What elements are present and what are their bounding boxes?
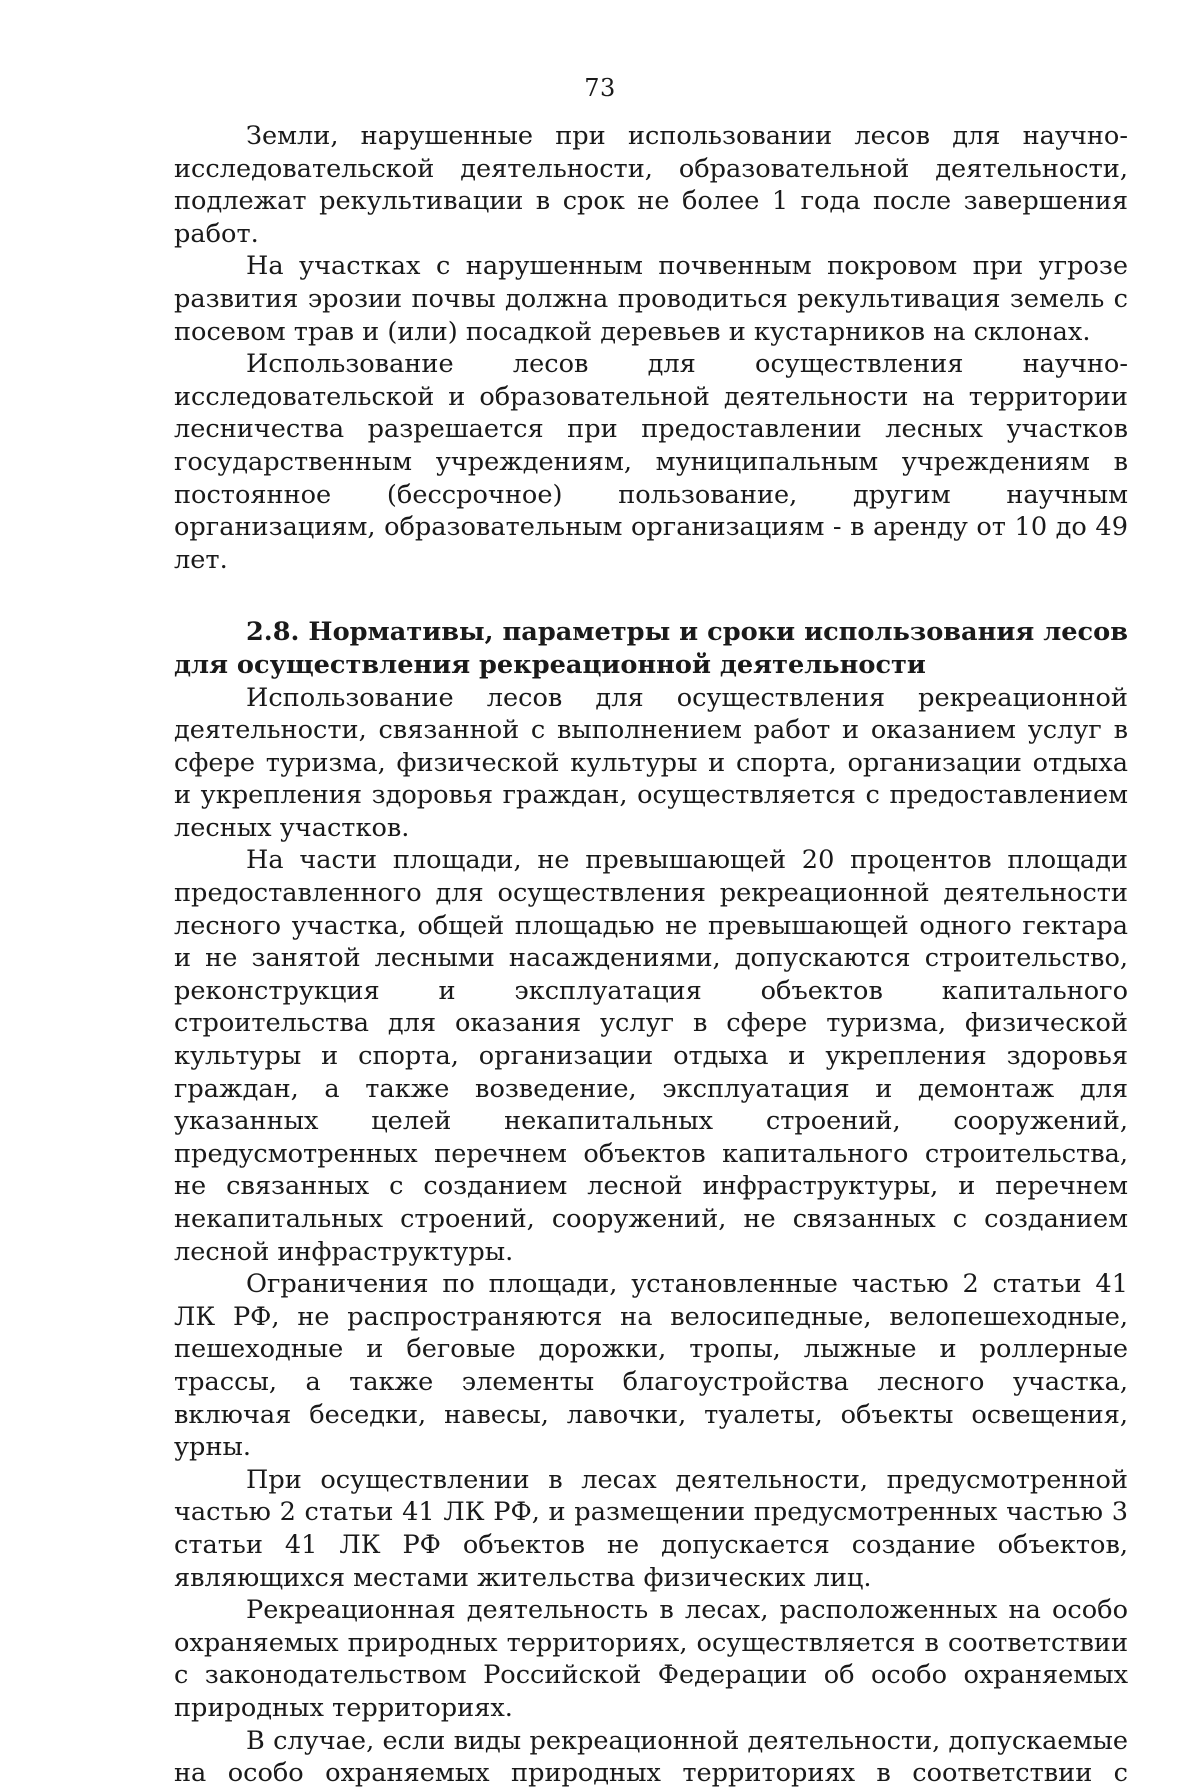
paragraph: На участках с нарушенным почвенным покровом при угрозе развития эрозии почвы должна проводиться рекультивация земель с посевом трав и (или) посадкой деревьев и кустарников на склонах. (174, 251, 1128, 347)
paragraph: Рекреационная деятельность в лесах, расположенных на особо охраняемых природных территориях, осуществляется в соответствии с законодательством Российской Федерации об особо охраняемых природных территориях. (174, 1595, 1128, 1723)
paragraph: Использование лесов для осуществления рекреационной деятельности, связанной с выполнением работ и оказанием услуг в сфере туризма, физической культуры и спорта, организации отдыха и укрепления здоровья граждан, осуществляется с предоставлением лесных участков. (174, 682, 1128, 843)
paragraph: При осуществлении в лесах деятельности, предусмотренной частью 2 статьи 41 ЛК РФ, и размещении предусмотренных частью 3 статьи 41 ЛК РФ объектов не допускается создание объектов, являющихся местами жительства физических лиц. (174, 1464, 1128, 1593)
paragraph: В случае, если виды рекреационной деятельности, допускаемые на особо охраняемых природных территориях в соответствии с (174, 1725, 1128, 1789)
section-heading: 2.8. Нормативы, параметры и сроки использования лесов для осуществления рекреационной деятельности (174, 617, 1128, 680)
paragraph: Ограничения по площади, установленные частью 2 статьи 41 ЛК РФ, не распространяются на велосипедные, велопешеходные, пешеходные и беговые дорожки, тропы, лыжные и роллерные трассы, а также элементы благоустройства лесного участка, включая беседки, навесы, лавочки, туалеты, объекты освещения, урны. (174, 1269, 1128, 1463)
document-body (174, 120, 1128, 1790)
paragraph: Использование лесов для осуществления научно-исследовательской и образовательной деятельности на территории лесничества разрешается при предоставлении лесных участков государственным учреждениям, муниципальным учреждениям в постоянное (бессрочное) пользование, другим научным организациям, образовательным организациям - в аренду от 10 до 49 лет. (174, 349, 1128, 575)
page-number: 73 (584, 74, 616, 102)
paragraph: На части площади, не превышающей 20 процентов площади предоставленного для осуществления рекреационной деятельности лесного участка, общей площадью не превышающей одного гектара и не занятой лесными насаждениями, допускаются строительство, реконструкция и эксплуатация объектов капитального строительства для оказания услуг в сфере туризма, физической культуры и спорта, организации отдыха и укрепления здоровья граждан, а также возведение, эксплуатация и демонтаж для указанных целей некапитальных строений, сооружений, предусмотренных перечнем объектов капитального строительства, не связанных с созданием лесной инфраструктуры, и перечнем некапитальных строений, сооружений, не связанных с созданием лесной инфраструктуры. (174, 845, 1128, 1267)
paragraph: Земли, нарушенные при использовании лесов для научно-исследовательской деятельности, образовательной деятельности, подлежат рекультивации в срок не более 1 года после завершения работ. (174, 121, 1128, 249)
